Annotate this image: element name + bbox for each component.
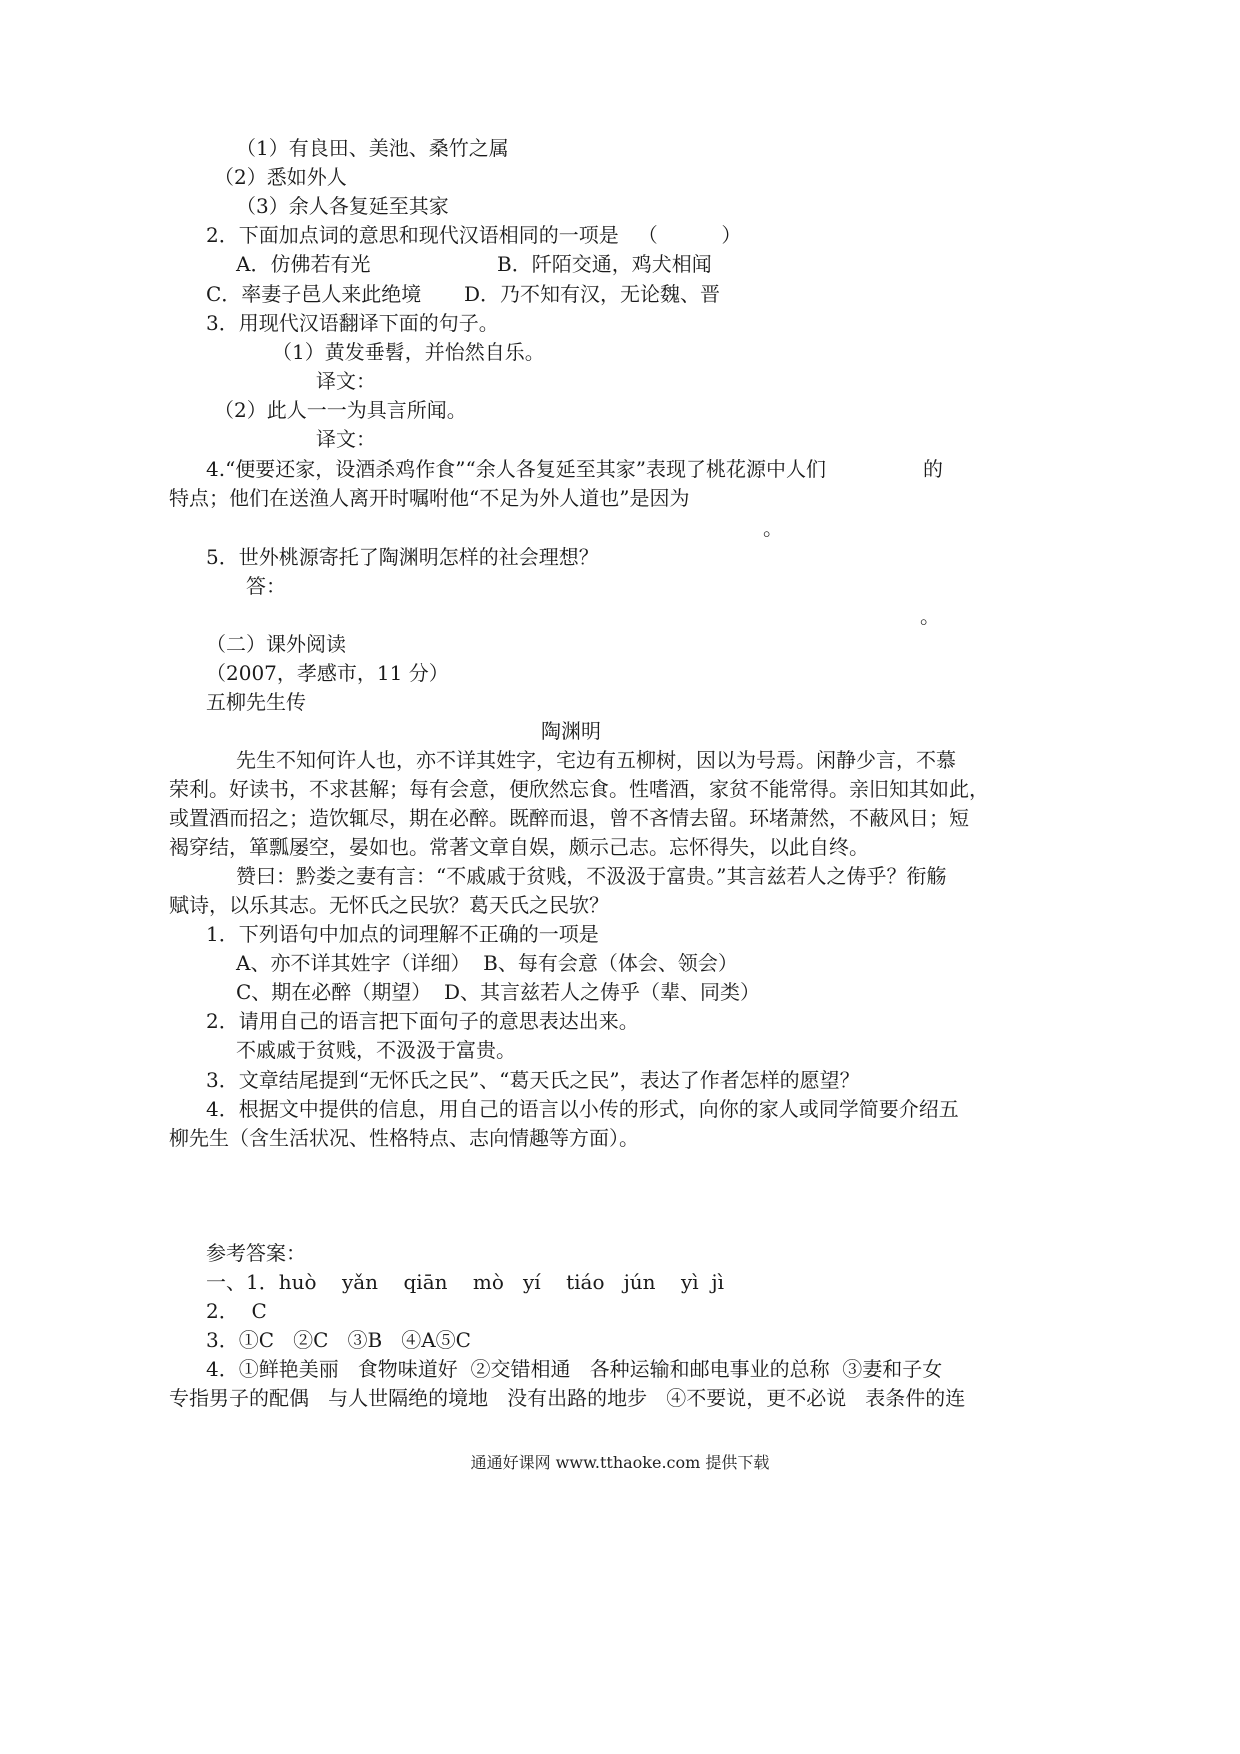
exercise-4-line-2: 柳先生（含生活状况、性格特点、志向情趣等方面）。 bbox=[169, 1126, 639, 1150]
question-5-answer: 答： bbox=[246, 574, 286, 598]
question-4-line-1-end: 的 bbox=[923, 457, 943, 481]
question-4-line-1: 4.“便要还家，设酒杀鸡作食”“余人各复延至其家”表现了桃花源中人们 bbox=[206, 457, 826, 481]
question-3-item-1: （1）黄发垂髫，并怡然自乐。 bbox=[272, 340, 545, 364]
question-2-option-a: A．仿佛若有光 bbox=[236, 252, 371, 276]
answer-4-line-1: 4．①鲜艳美丽 食物味道好 ②交错相通 各种运输和邮电事业的总称 ③妻和子女 bbox=[206, 1357, 943, 1381]
question-5: 5．世外桃源寄托了陶渊明怎样的社会理想？ bbox=[206, 545, 599, 569]
page-footer: 通通好课网 www.tthaoke.com 提供下载 bbox=[470, 1453, 770, 1472]
passage-author: 陶渊明 bbox=[541, 719, 601, 743]
question-3-item-2: （2）此人一一为具言所闻。 bbox=[214, 398, 467, 422]
passage-paragraph-1-line-2: 荣利。好读书，不求甚解；每有会意，便欣然忘食。性嗜酒，家贫不能常得。亲旧知其如此， bbox=[169, 777, 989, 801]
answers-heading: 参考答案： bbox=[206, 1241, 306, 1265]
question-3: 3．用现代汉语翻译下面的句子。 bbox=[206, 311, 499, 335]
exercise-3: 3．文章结尾提到“无怀氏之民”、“葛天氏之民”，表达了作者怎样的愿望？ bbox=[206, 1068, 860, 1092]
source-note: （2007，孝感市，11 分） bbox=[206, 661, 449, 685]
exercise-2: 2．请用自己的语言把下面句子的意思表达出来。 bbox=[206, 1009, 639, 1033]
exercise-2-sentence: 不戚戚于贫贱，不汲汲于富贵。 bbox=[236, 1038, 516, 1062]
question-2-option-c: C．率妻子邑人来此绝境 bbox=[206, 282, 422, 306]
exercise-1-options-cd: C、期在必醉（期望） D、其言兹若人之俦乎（辈、同类） bbox=[236, 980, 761, 1004]
exercise-4-line-1: 4．根据文中提供的信息，用自己的语言以小传的形式，向你的家人或同学简要介绍五 bbox=[206, 1097, 959, 1121]
q1-item-3: （3）余人各复延至其家 bbox=[236, 194, 449, 218]
q1-item-1: （1）有良田、美池、桑竹之属 bbox=[236, 136, 509, 160]
passage-paragraph-1-line-4: 褐穿结，箪瓢屡空，晏如也。常著文章自娱，颇示己志。忘怀得失，以此自终。 bbox=[169, 835, 869, 859]
passage-title: 五柳先生传 bbox=[206, 690, 306, 714]
answer-3: 3．①C ②C ③B ④A⑤C bbox=[206, 1328, 471, 1352]
answer-2: 2． C bbox=[206, 1299, 267, 1323]
question-3-item-2-answer: 译文： bbox=[316, 427, 376, 451]
answer-4-line-2: 专指男子的配偶 与人世隔绝的境地 没有出路的地步 ④不要说，更不必说 表条件的连 bbox=[169, 1386, 966, 1410]
passage-paragraph-2-line-2: 赋诗，以乐其志。无怀氏之民欤？葛天氏之民欤？ bbox=[169, 893, 609, 917]
question-4-period: 。 bbox=[763, 516, 783, 540]
q1-item-2: （2）悉如外人 bbox=[214, 165, 347, 189]
question-5-period: 。 bbox=[920, 604, 940, 628]
question-2-option-d: D．乃不知有汉，无论魏、晋 bbox=[464, 282, 721, 306]
question-2-option-b: B．阡陌交通，鸡犬相闻 bbox=[497, 252, 712, 276]
passage-paragraph-2-line-1: 赞曰：黔娄之妻有言：“不戚戚于贫贱，不汲汲于富贵。”其言兹若人之俦乎？衔觞 bbox=[236, 864, 947, 888]
question-4-line-2: 特点；他们在送渔人离开时嘱咐他“不足为外人道也”是因为 bbox=[169, 486, 690, 510]
passage-paragraph-1-line-1: 先生不知何许人也，亦不详其姓字，宅边有五柳树，因以为号焉。闲静少言，不慕 bbox=[236, 748, 956, 772]
question-3-item-1-answer: 译文： bbox=[316, 369, 376, 393]
question-2: 2．下面加点词的意思和现代汉语相同的一项是 （ ） bbox=[206, 223, 742, 247]
passage-paragraph-1-line-3: 或置酒而招之；造饮辄尽，期在必醉。既醉而退，曾不吝情去留。环堵萧然，不蔽风日；短 bbox=[169, 806, 969, 830]
exercise-1: 1．下列语句中加点的词理解不正确的一项是 bbox=[206, 922, 599, 946]
answer-1: 一、1．huò yǎn qiān mò yí tiáo jún yì jì bbox=[206, 1270, 724, 1294]
exercise-1-options-ab: A、亦不详其姓字（详细） B、每有会意（体会、领会） bbox=[236, 951, 738, 975]
section-heading: （二）课外阅读 bbox=[206, 632, 346, 656]
